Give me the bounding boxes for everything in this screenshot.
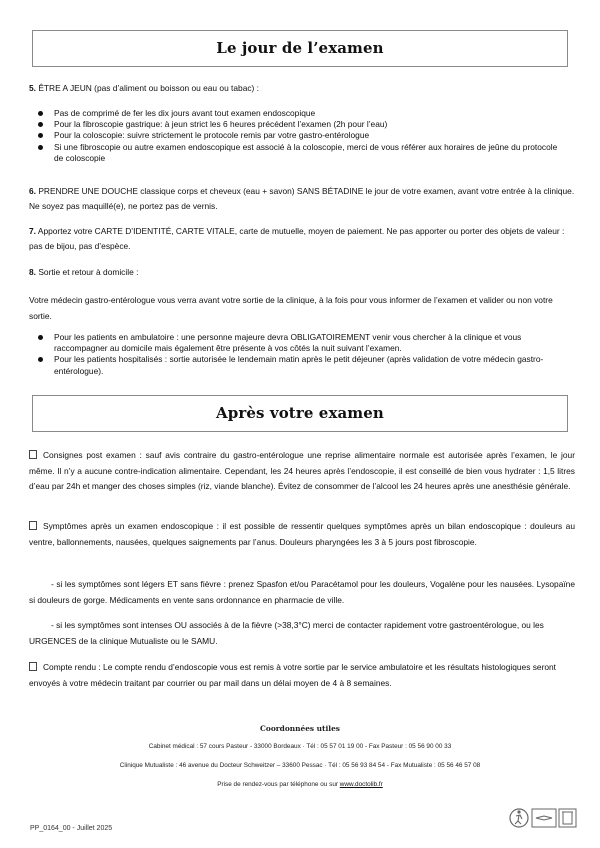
bullet-text: Pour la coloscopie: suivre strictement le protocole remis par votre gastro-entérologue bbox=[54, 130, 370, 141]
bullet-text: Pour les patients en ambulatoire : une personne majeure devra OBLIGATOIREMENT venir vous chercher à la clinique et vous raccompagner au domicile mais également être présente à vos côtés la nuit suivant l’examen. bbox=[54, 332, 522, 354]
intenses-paragraph bbox=[29, 618, 575, 649]
section-heading-box-apres bbox=[32, 395, 568, 432]
consignes-text: Consignes post examen : sauf avis contraire du gastro-entérologue une reprise alimentaire normale est autorisée après l’examen, le jour même. Il n’y a aucune contre-indication alimentaire. Cependant, les 24 heures après l’endoscopie, il est conseillé de bien vous hydrater : 1,5 litres d’eau par 24h et manger des choses simples (riz, viande blanche). Évitez de consommer de l’alcool les 24 heures après une anesthésie générale. bbox=[29, 450, 575, 492]
item-8-text: Sortie et retour à domicile : bbox=[36, 267, 139, 277]
item-6-text: PRENDRE UNE DOUCHE classique corps et cheveux (eau + savon) SANS BÉTADINE le jour de votre examen, avant votre entrée à la clinique. Ne soyez pas maquillé(e), ne portez pas de vernis. bbox=[29, 186, 575, 211]
missing-glyph-icon bbox=[29, 662, 37, 671]
bullet-text: Pour la fibroscopie gastrique: à jeun strict les 6 heures précédent l’examen (2h pour l’eau) bbox=[54, 119, 388, 130]
item-6-paragraph bbox=[29, 184, 575, 213]
legers-paragraph bbox=[29, 577, 575, 608]
bullet-icon bbox=[38, 133, 43, 138]
pill-icon bbox=[532, 809, 556, 827]
bullet-icon bbox=[38, 122, 43, 127]
item-7-text: Apportez votre CARTE D’IDENTITÉ, CARTE VITALE, carte de mutuelle, moyen de paiement. Ne pas apporter ou porter des objets de valeur : pas de bijou, pas d’espèce. bbox=[29, 226, 565, 251]
item-8-heading bbox=[29, 265, 575, 280]
eco-logos bbox=[509, 805, 579, 831]
fasting-bullet-list bbox=[36, 108, 566, 164]
item-8-intro-text: Votre médecin gastro-entérologue vous verra avant votre sortie de la clinique, à la fois pour vous informer de l’examen et valider ou non votre sortie. bbox=[29, 295, 553, 321]
bullet-text: Pour les patients hospitalisés : sortie autorisée le lendemain matin après le petit déjeuner (après validation de votre médecin gastro-entérologue). bbox=[54, 354, 544, 376]
compte-rendu-paragraph bbox=[29, 660, 575, 691]
footer-title: Coordonnées utiles bbox=[260, 724, 340, 733]
list-item bbox=[36, 332, 566, 354]
list-item bbox=[36, 142, 566, 164]
recycle-figure-icon bbox=[510, 809, 528, 827]
symptomes-paragraph bbox=[29, 519, 575, 550]
consignes-paragraph bbox=[29, 448, 575, 495]
section-title-jour: Le jour de l’examen bbox=[216, 39, 384, 57]
section-heading-box-jour bbox=[32, 30, 568, 67]
exit-bullet-list bbox=[36, 332, 566, 377]
footer-clinique-line: Clinique Mutualiste : 46 avenue du Docteur Schweitzer – 33600 Pessac · Tél : 05 56 93 84 54 - Fax Mutualiste : 05 56 46 57 08 bbox=[119, 762, 481, 769]
item-6-number: 6. bbox=[29, 186, 36, 196]
section-title-apres: Après votre examen bbox=[216, 404, 384, 422]
compte-rendu-text: Compte rendu : Le compte rendu d’endoscopie vous est remis à votre sortie par le service ambulatoire et les résultats histologiques seront envoyés à votre médecin traitant par courrier ou par mail dans un délai moyen de 4 à 8 semaines. bbox=[29, 662, 557, 688]
bullet-icon bbox=[38, 335, 43, 340]
item-8-number: 8. bbox=[29, 267, 36, 277]
footer-cabinet-line: Cabinet médical : 57 cours Pasteur - 33000 Bordeaux · Tél : 05 57 01 19 00 - Fax Pasteur : 05 56 90 00 33 bbox=[148, 743, 452, 750]
bullet-text: Si une fibroscopie ou autre examen endoscopique est associé à la coloscopie, merci de vous référer aux horaires de jeûne du protocole de coloscopie bbox=[54, 141, 558, 163]
footer-rdv-line bbox=[0, 781, 600, 788]
bullet-icon bbox=[38, 111, 43, 116]
missing-glyph-icon bbox=[29, 521, 37, 530]
item-7-paragraph bbox=[29, 224, 575, 253]
trash-bin-icon bbox=[559, 809, 576, 827]
item-5-heading bbox=[29, 81, 575, 96]
bullet-text: Pas de comprimé de fer les dix jours avant tout examen endoscopique bbox=[54, 108, 316, 118]
bullet-icon bbox=[38, 145, 43, 150]
symptomes-text: Symptômes après un examen endoscopique : il est possible de ressentir quelques symptômes après un bilan endoscopique : douleurs au ventre, ballonnements, nausées, quelques saignements par l’anus. Douleurs pharyngées les 3 à 5 jours post fibroscopie. bbox=[29, 521, 575, 547]
intenses-text: - si les symptômes sont intenses OU associés à de la fièvre (>38,3°C) merci de contacter rapidement votre gastroentérologue, ou les URGENCES de la clinique Mutualiste ou le SAMU. bbox=[29, 620, 544, 646]
footer-logos bbox=[509, 805, 579, 836]
bullet-icon bbox=[38, 357, 43, 362]
item-7-number: 7. bbox=[29, 226, 36, 236]
list-item bbox=[36, 130, 566, 141]
list-item bbox=[36, 119, 566, 130]
item-5-number: 5. bbox=[29, 83, 36, 93]
item-5-text: ÊTRE A JEUN (pas d’aliment ou boisson ou eau ou tabac) : bbox=[36, 83, 259, 93]
missing-glyph-icon bbox=[29, 450, 37, 459]
item-8-intro bbox=[29, 292, 575, 324]
document-reference: PP_0164_00 - Juillet 2025 bbox=[30, 825, 113, 832]
legers-text: - si les symptômes sont légers ET sans fièvre : prenez Spasfon et/ou Paracétamol pour les douleurs, Vogalène pour les nausées. Lysopaïne si douleurs de gorge. Médicaments en vente sans ordonnance en pharmacie de ville. bbox=[29, 579, 575, 605]
doctolib-link[interactable]: www.doctolib.fr bbox=[339, 781, 383, 788]
list-item bbox=[36, 108, 566, 119]
footer-rdv-text: Prise de rendez-vous par téléphone ou sur bbox=[217, 781, 340, 788]
list-item bbox=[36, 354, 566, 376]
